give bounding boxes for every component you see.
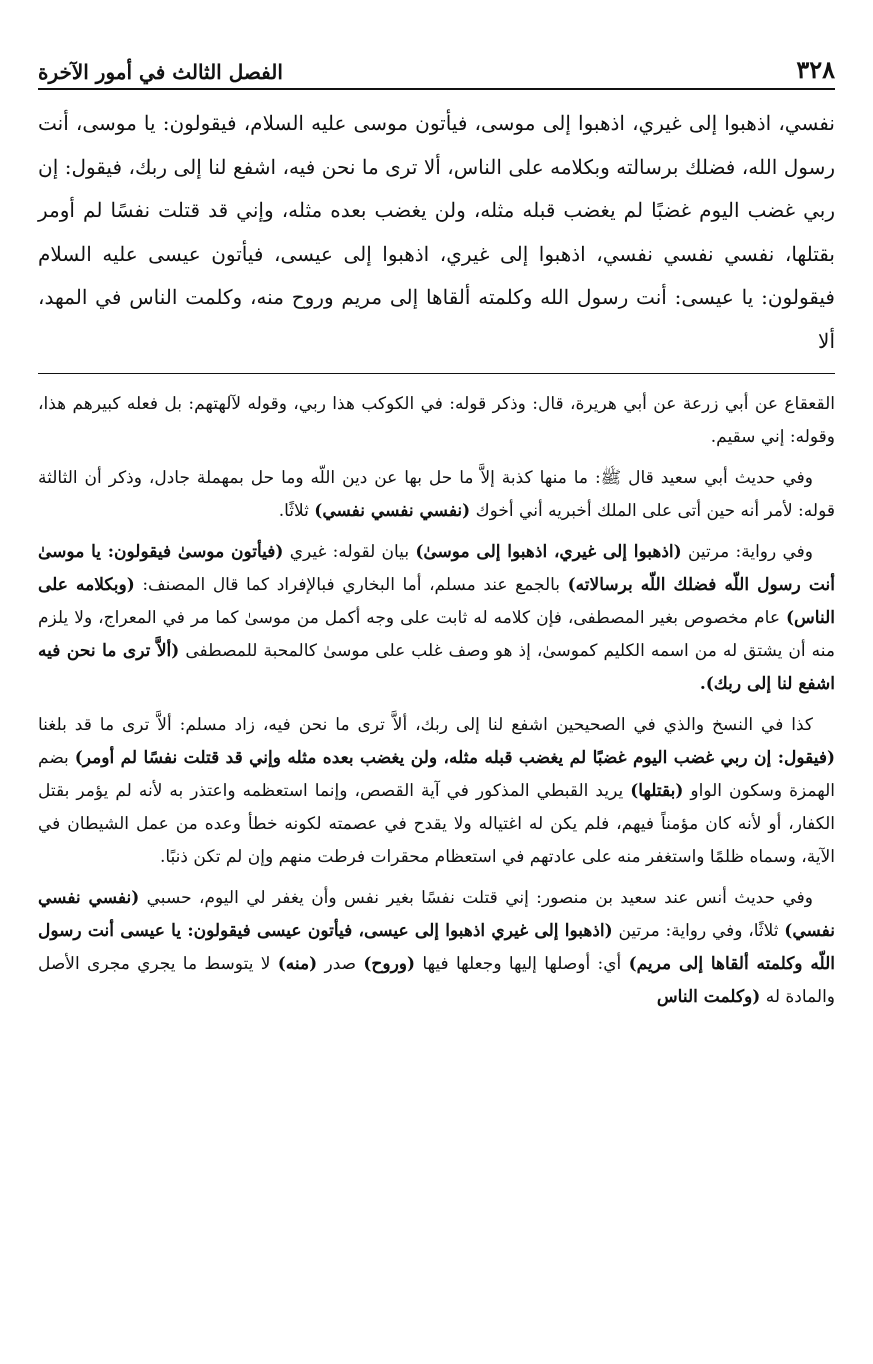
page-header bbox=[38, 44, 835, 90]
text-span: بالجمع عند مسلم، أما البخاري فبالإفراد كما قال المصنف: bbox=[134, 575, 568, 595]
quoted-hadith-text: (منه) bbox=[277, 954, 318, 974]
main-paragraph: نفسي، اذهبوا إلى غيري، اذهبوا إلى موسى، فيأتون موسى عليه السلام، فيقولون: يا موسى، أنت رسول الله، فضلك برسالته وبكلامه على الناس، ألا ترى ما نحن فيه، اشفع لنا إلى ربك، فيقول: إن ربي غضب اليوم غضبًا لم يغضب قبله مثله، ولن يغضب بعده مثله، وإني قد قتلت نفسًا لم أومر بقتلها، نفسي نفسي نفسي، اذهبوا إلى غيري، اذهبوا إلى عيسى، فيأتون عيسى عليه السلام فيقولون: يا عيسى: أنت رسول الله وكلمته ألقاها إلى مريم وروح منه، وكلمت الناس في المهد، ألا bbox=[38, 111, 835, 353]
page-number: ٣٢٨ bbox=[796, 55, 835, 84]
text-span: عام مخصوص بغير المصطفى، فإن كلامه له ثابت على وجه أكمل من موسىٰ كما مر في المعراج، ولا يلزم منه أن يشتق له من اسمه الكليم كموسىٰ، إذ هو وصف غلب على موسىٰ كالمحبة للمصطفى bbox=[38, 608, 835, 661]
quoted-hadith-text: (اذهبوا إلى غيري اذهبوا إلى عيسى، فيأتون عيسى فيقولون: يا عيسى أنت رسول اللّه وكلمته ألقاها إلى مريم) bbox=[38, 921, 835, 974]
quoted-hadith-text: (فيقول: إن ربي غضب اليوم غضبًا لم يغضب قبله مثله، ولن يغضب بعده مثله وإني قد قتلت نفسًا لم أومر) bbox=[74, 748, 835, 768]
quoted-hadith-text: (وكلمت الناس bbox=[656, 987, 761, 1007]
text-span: وفي حديث أنس عند سعيد بن منصور: إني قتلت نفسًا بغير نفس وأن يغفر لي اليوم، حسبي bbox=[139, 888, 813, 908]
text-span: وفي حديث أبي سعيد قال ﷺ: ما منها كذبة إلاَّ ما حل بها عن دين اللّه وما حل بمهملة جادل، وذكر أن الثالثة قوله: لأمر أنه حين أتى على الملك أخبريه أني أخوك bbox=[38, 468, 835, 521]
commentary-paragraph-5 bbox=[38, 882, 835, 1014]
commentary-paragraph-1 bbox=[38, 388, 835, 454]
commentary-block bbox=[38, 388, 835, 1308]
text-span: كذا في النسخ والذي في الصحيحين اشفع لنا إلى ربك، ألاَّ ترى ما نحن فيه، زاد مسلم: ألاَّ ترى ما قد بلغنا bbox=[38, 715, 813, 735]
commentary-paragraph-2 bbox=[38, 462, 835, 528]
text-span: وفي رواية: مرتين bbox=[681, 542, 813, 562]
quoted-hadith-text: (اذهبوا إلى غيري، اذهبوا إلى موسىٰ) bbox=[415, 542, 682, 562]
text-span: بيان لقوله: غيري bbox=[283, 542, 416, 562]
text-span: أي: أوصلها إليها وجعلها فيها bbox=[415, 954, 629, 974]
quoted-hadith-text: (ألاَّ ترى ما نحن فيه اشفع لنا إلى ربك). bbox=[38, 641, 835, 694]
quoted-hadith-text: (وبكلامه على الناس) bbox=[38, 575, 835, 628]
quoted-hadith-text: (بقتلها) bbox=[630, 781, 684, 801]
text-span: يريد القبطي المذكور في آية القصص، وإنما استعظمه واعتذر به لأنه لم يؤمر بقتل الكفار، أو لأنه كان مؤمناً فيهم، فلم يكن له اغتياله ولا يقدح في عصمته لكونه خطأ وعده من عمل الشيطان في الآية، وسماه ظلمًا واستغفر منه على عادتهم في استعظام محقرات فرطت منهم وإن لم تكن ذنبًا. bbox=[38, 781, 835, 867]
quoted-hadith-text: (وروح) bbox=[363, 954, 416, 974]
text-span: ثلاثًا، وفي رواية: مرتين bbox=[612, 921, 785, 941]
commentary-paragraph-3 bbox=[38, 536, 835, 701]
commentary-paragraph-4 bbox=[38, 709, 835, 874]
quoted-hadith-text: (فيأتون موسىٰ فيقولون: يا موسىٰ أنت رسول اللّه فضلك اللّه برسالاته) bbox=[38, 542, 835, 595]
footnote-divider bbox=[38, 373, 835, 374]
chapter-title: الفصل الثالث في أمور الآخرة bbox=[38, 60, 283, 84]
text-span: القعقاع عن أبي زرعة عن أبي هريرة، قال: وذكر قوله: في الكوكب هذا ربي، وقوله لآلهتهم: بل فعله كبيرهم هذا، وقوله: إني سقيم. bbox=[38, 394, 835, 447]
text-span: بضم الهمزة وسكون الواو bbox=[38, 748, 835, 801]
text-span: ثلاثًا. bbox=[278, 501, 315, 521]
main-text-block bbox=[38, 102, 835, 366]
text-span: لا يتوسط ما يجري مجرى الأصل والمادة له bbox=[38, 954, 835, 1007]
quoted-hadith-text: (نفسي نفسي نفسي) bbox=[38, 888, 835, 941]
quoted-hadith-text: (نفسي نفسي نفسي) bbox=[314, 501, 471, 521]
text-span: صدر bbox=[317, 954, 364, 974]
